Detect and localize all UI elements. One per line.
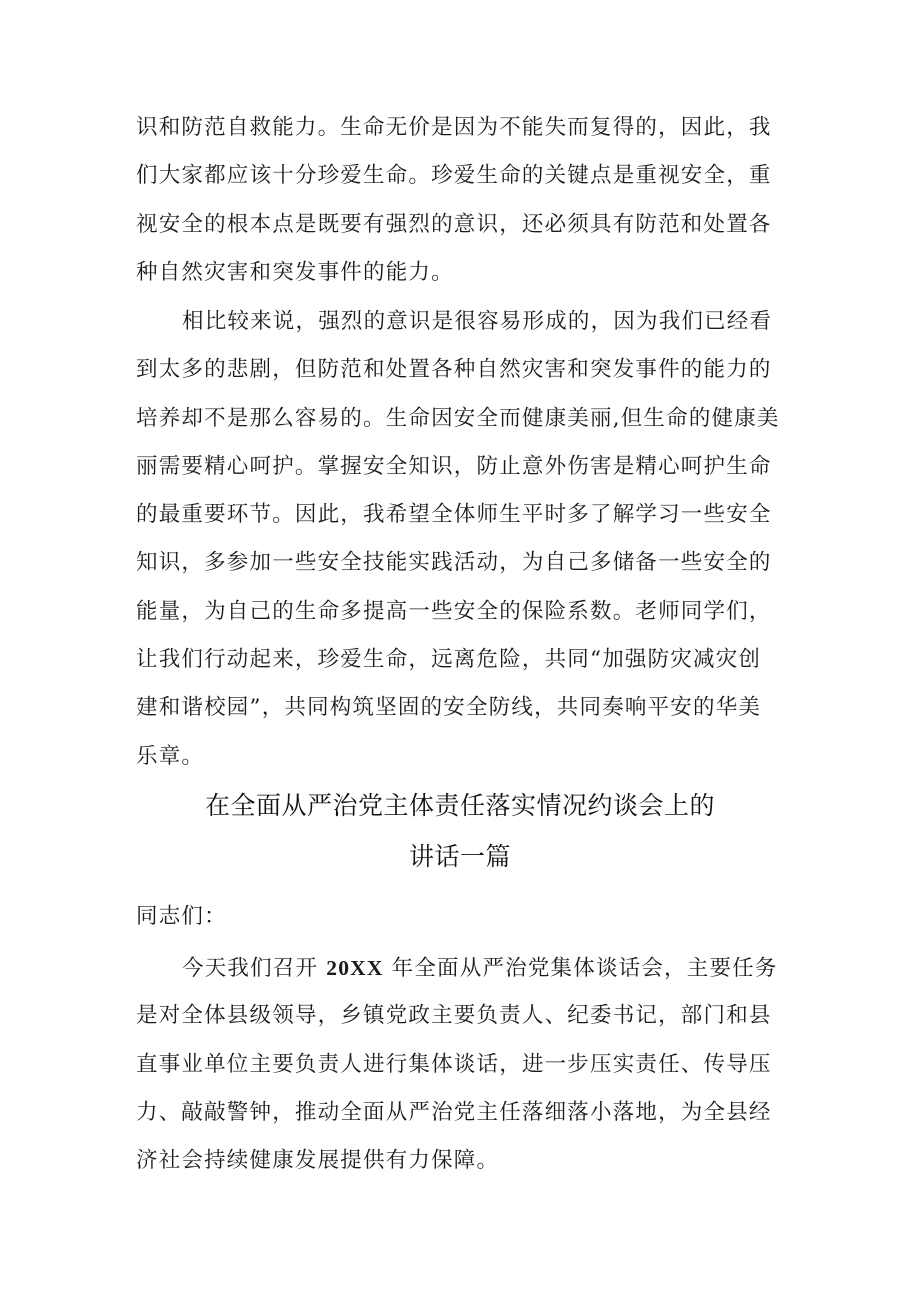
salutation: 同志们： bbox=[136, 904, 227, 929]
text-line: 们大家都应该十分珍爱生命。珍爱生命的关键点是重视安全，重 bbox=[136, 163, 772, 189]
text-line: 力、敲敲警钟，推动全面从严治党主任落细落小落地，为全县经 bbox=[136, 1099, 772, 1125]
paragraph-1 bbox=[136, 104, 792, 297]
paragraph-2 bbox=[136, 298, 792, 781]
text-line: 知识，多参加一些安全技能实践活动，为自己多储备一些安全的 bbox=[136, 550, 772, 576]
text-line: 能量，为自己的生命多提高一些安全的保险系数。老师同学们， bbox=[136, 598, 772, 624]
year-text: 20XX bbox=[326, 956, 384, 980]
text-line bbox=[136, 944, 792, 992]
article-title-line-2: 讲话一篇 bbox=[408, 842, 511, 871]
text-line: 识和防范自救能力。生命无价是因为不能失而复得的，因此，我 bbox=[136, 115, 772, 140]
salutation-block bbox=[136, 893, 792, 941]
text-segment: 年全面从严治党集体谈话会，主要任务 bbox=[383, 956, 778, 981]
text-line: 培养却不是那么容易的。生命因安全而健康美丽,但生命的健康美 bbox=[136, 405, 780, 431]
text-line: 种自然灾害和突发事件的能力。 bbox=[136, 259, 454, 285]
text-line: 到太多的悲剧，但防范和处置各种自然灾害和突发事件的能力的 bbox=[136, 357, 772, 383]
text-line: 直事业单位主要负责人进行集体谈话，进一步压实责任、传导压 bbox=[136, 1051, 772, 1077]
text-line: 丽需要精心呵护。掌握安全知识，防止意外伤害是精心呵护生命 bbox=[136, 453, 772, 479]
text-line: 让我们行动起来，珍爱生命，远离危险，共同“加强防灾减灾创 bbox=[136, 647, 762, 673]
text-line: 乐章。 bbox=[136, 743, 205, 769]
text-segment: 今天我们召开 bbox=[182, 956, 327, 981]
text-line: 建和谐校园”，共同构筑坚固的安全防线，共同奏响平安的华美 bbox=[136, 695, 762, 721]
article-title-line-1: 在全面从严治党主体责任落实情况约谈会上的 bbox=[204, 791, 715, 820]
text-line: 相比较来说，强烈的意识是很容易形成的，因为我们已经看 bbox=[182, 309, 773, 334]
text-line: 是对全体县级领导，乡镇党政主要负责人、纪委书记，部门和县 bbox=[136, 1003, 772, 1029]
text-line: 视安全的根本点是既要有强烈的意识，还必须具有防范和处置各 bbox=[136, 211, 772, 237]
paragraph-3 bbox=[136, 944, 792, 1185]
text-line: 的最重要环节。因此，我希望全体师生平时多了解学习一些安全 bbox=[136, 502, 772, 528]
text-line: 济社会持续健康发展提供有力保障。 bbox=[136, 1148, 500, 1174]
